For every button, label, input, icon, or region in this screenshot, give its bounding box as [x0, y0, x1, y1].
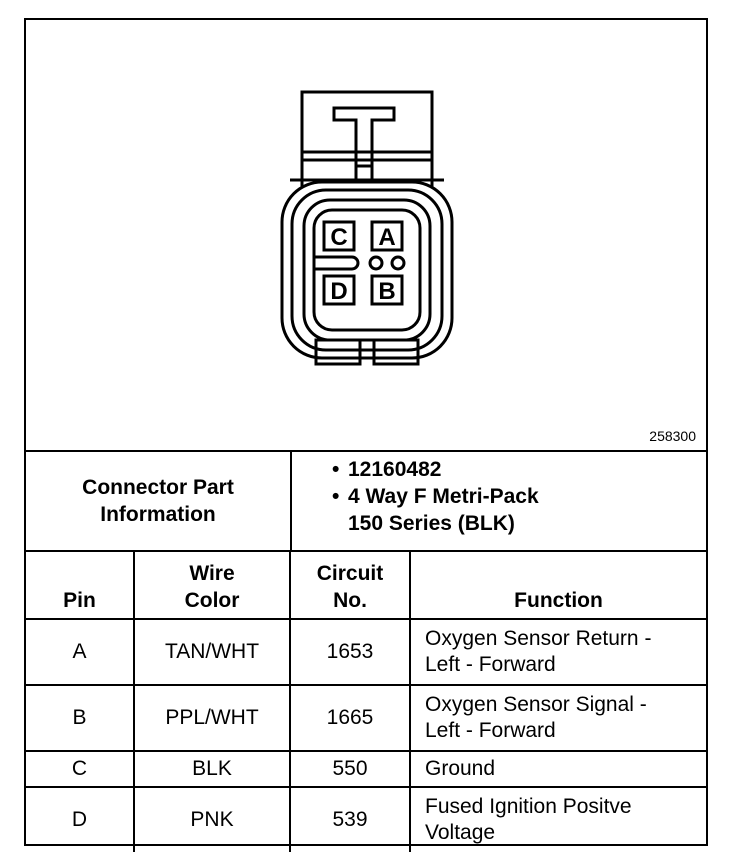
latch-housing-outline: [302, 92, 432, 188]
circuit-no-cell: 550: [290, 751, 410, 787]
wire-color-cell: PPL/WHT: [134, 685, 290, 751]
table-row: [26, 619, 706, 685]
function-cell: Oxygen Sensor Signal - Left - Forward: [410, 685, 706, 751]
bottom-tab-left: [316, 340, 360, 364]
latch-t: [334, 108, 394, 166]
table-row: [26, 751, 706, 787]
pin-cell: B: [26, 685, 134, 751]
function-cell: Fused Ignition Positve Voltage: [410, 787, 706, 852]
pin-cell: C: [26, 751, 134, 787]
header-wire-color: Wire Color: [134, 550, 290, 619]
circuit-no-cell: 1653: [290, 619, 410, 685]
bottom-tab-right: [374, 340, 418, 364]
table-row: [26, 685, 706, 751]
cavity-label-c: C: [330, 224, 348, 251]
pin-cell: D: [26, 787, 134, 852]
function-cell: Oxygen Sensor Return - Left - Forward: [410, 619, 706, 685]
connector-face-drawing: [26, 20, 706, 450]
outer-shell: [282, 182, 452, 358]
header-pin: Pin: [26, 550, 134, 619]
part-number-text: 12160482: [348, 458, 442, 481]
connector-description-text: 4 Way F Metri-Pack 150 Series (BLK): [348, 485, 539, 535]
function-cell: Ground: [410, 751, 706, 787]
cavity-label-a: A: [378, 224, 396, 251]
terminal-circle-1: [370, 257, 382, 269]
connector-part-information: [26, 452, 706, 552]
wire-color-cell: BLK: [134, 751, 290, 787]
header-circuit-no: Circuit No.: [290, 550, 410, 619]
connector-figure: [26, 20, 706, 452]
connector-part-info-label: Connector Part Information: [26, 452, 292, 550]
terminal-circle-2: [392, 257, 404, 269]
cavity-label-b: B: [378, 278, 396, 305]
pin-cell: A: [26, 619, 134, 685]
part-number: [292, 456, 706, 483]
wire-color-cell: PNK: [134, 787, 290, 852]
keyway-slot: [314, 257, 358, 269]
figure-id: 258300: [649, 428, 696, 444]
circuit-no-cell: 539: [290, 787, 410, 852]
circuit-no-cell: 1665: [290, 685, 410, 751]
table-row: [26, 787, 706, 852]
pin-table-header: [26, 550, 706, 619]
wire-color-cell: TAN/WHT: [134, 619, 290, 685]
pin-table: [26, 550, 706, 852]
cavity-label-d: D: [330, 278, 348, 305]
connector-sheet: [24, 18, 708, 846]
connector-description: [292, 483, 706, 537]
header-function: Function: [410, 550, 706, 619]
connector-part-info-list: [292, 452, 706, 554]
